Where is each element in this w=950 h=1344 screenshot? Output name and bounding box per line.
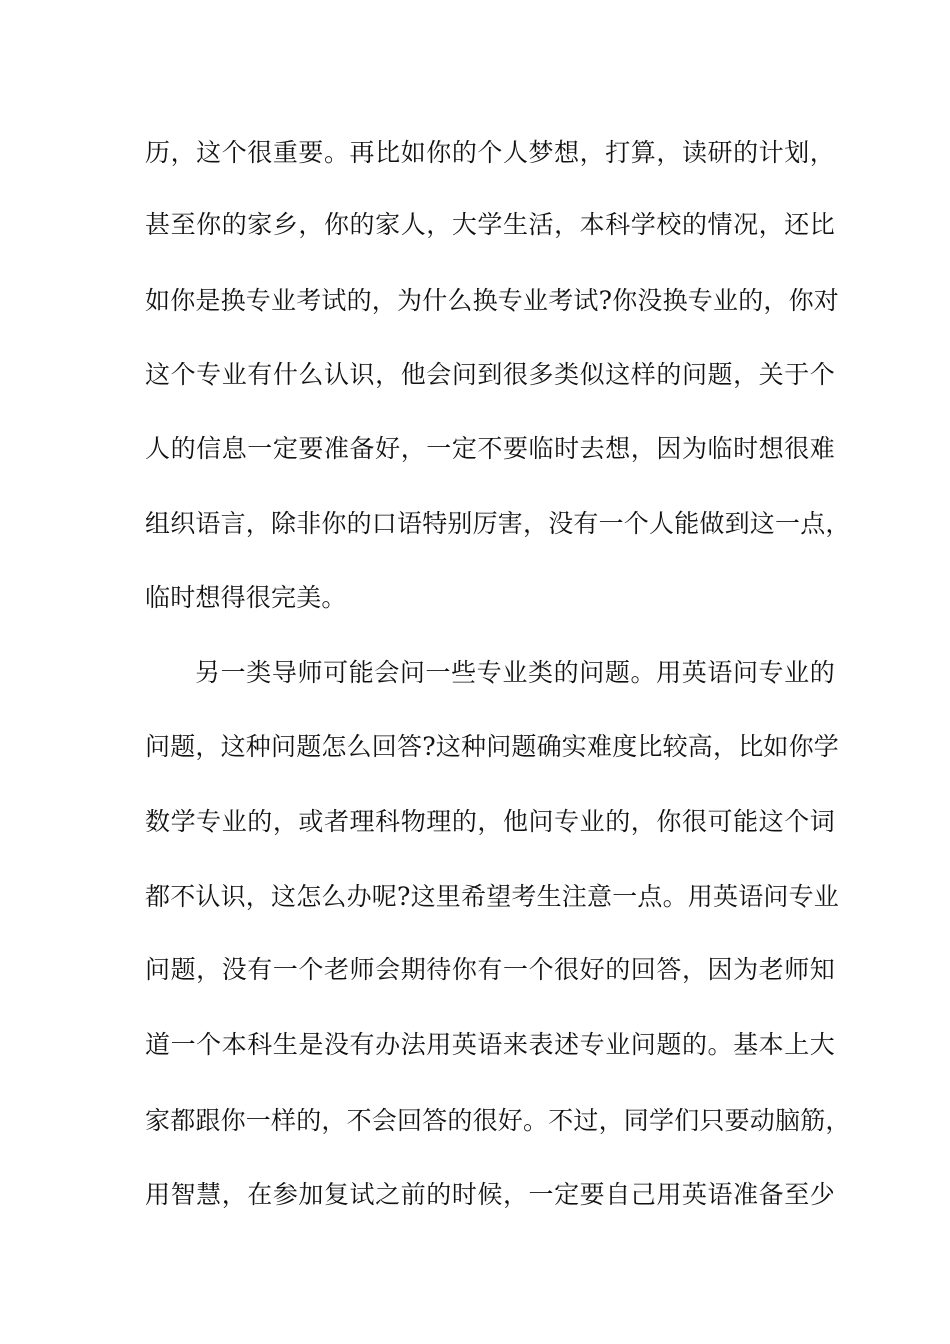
text-line: 数学专业的，或者理科物理的，他问专业的，你很可能这个词 — [145, 807, 835, 836]
text-line: 如你是换专业考试的，为什么换专业考试?你没换专业的，你对 — [145, 286, 840, 315]
text-line: 临时想得很完美。 — [145, 583, 347, 612]
text-line: 甚至你的家乡，你的家人，大学生活，本科学校的情况，还比 — [145, 210, 835, 239]
text-line: 家都跟你一样的，不会回答的很好。不过，同学们只要动脑筋， — [145, 1106, 851, 1135]
text-line: 组织语言，除非你的口语特别厉害，没有一个人能做到这一点， — [145, 509, 851, 538]
text-line: 人的信息一定要准备好，一定不要临时去想，因为临时想很难 — [145, 434, 835, 463]
text-line: 用智慧，在参加复试之前的时候，一定要自己用英语准备至少 — [145, 1180, 835, 1209]
paragraph-first-line: 另一类导师可能会问一些专业类的问题。用英语问专业的 — [195, 658, 835, 687]
text-line: 问题，这种问题怎么回答?这种问题确实难度比较高，比如你学 — [145, 732, 840, 761]
text-line: 都不认识，这怎么办呢?这里希望考生注意一点。用英语问专业 — [145, 882, 840, 911]
text-line: 道一个本科生是没有办法用英语来表述专业问题的。基本上大 — [145, 1030, 835, 1059]
text-line: 问题，没有一个老师会期待你有一个很好的回答，因为老师知 — [145, 955, 835, 984]
text-line: 这个专业有什么认识，他会问到很多类似这样的问题，关于个 — [145, 360, 835, 389]
text-line: 历，这个很重要。再比如你的个人梦想，打算，读研的计划， — [145, 138, 835, 167]
